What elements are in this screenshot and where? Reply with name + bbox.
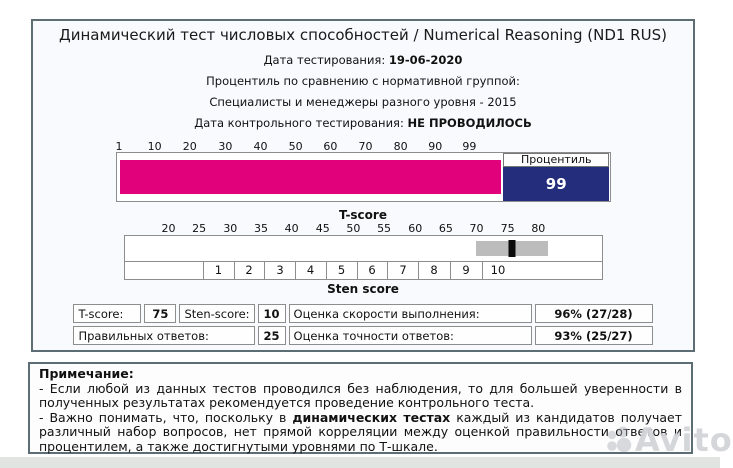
speed-value-cell: 96% (27/28) [535, 304, 653, 323]
control-date-label: Дата контрольного тестирования: [194, 116, 408, 130]
sten-value-cell: 10 [258, 304, 286, 323]
norm-group-line-2: Специалисты и менеджеры разного уровня - 2015 [209, 95, 517, 109]
percentile-tick-label: 70 [358, 140, 373, 153]
sten-cell-label: 4 [306, 263, 315, 277]
control-date-value: НЕ ПРОВОДИЛОСЬ [407, 116, 532, 130]
percentile-bar [120, 160, 502, 194]
note-item-2-post: каждый из кандидатов получает различный набор вопросов, нет прямой корреляции между оценкой правильности ответов и процентилем, а также достигнутыми уровнями по Т-шкале. [39, 409, 682, 454]
test-date-line [33, 54, 693, 67]
report-main-box [31, 19, 695, 352]
percentile-value: 99 [503, 167, 609, 201]
page-title: Динамический тест числовых способностей / Numerical Reasoning (ND1 RUS) [59, 26, 667, 44]
percentile-tick-label: 60 [323, 140, 338, 153]
percentile-tick-label: 50 [288, 140, 303, 153]
sten-divider [357, 262, 358, 279]
tscore-tick-label: 60 [408, 222, 423, 235]
sten-divider [450, 262, 451, 279]
sten-divider [295, 262, 296, 279]
sten-cell-label: 9 [462, 263, 470, 277]
sten-cell-label: 8 [430, 263, 438, 277]
note-heading: Примечание: [39, 366, 134, 381]
percentile-tick-label: 10 [147, 140, 162, 153]
sten-divider [326, 262, 327, 279]
tscore-tick-label: 30 [223, 222, 238, 235]
percentile-chart [116, 140, 611, 202]
note-item-2-bold: динамических тестах [292, 409, 451, 425]
tscore-tick-label: 50 [346, 222, 361, 235]
tscore-marker [508, 240, 515, 257]
table-row [73, 304, 652, 323]
sten-cell-label: 2 [245, 263, 253, 277]
note-item-2-pre: - Важно понимать, что, поскольку в [39, 409, 293, 425]
percentile-bar-track [117, 153, 504, 201]
percentile-tick-label: 80 [393, 140, 408, 153]
tscore-tick-label: 65 [438, 222, 453, 235]
table-row [73, 326, 652, 345]
correct-value-cell: 25 [258, 326, 286, 345]
tscore-box [124, 235, 603, 280]
sten-cell-label: 5 [337, 263, 346, 277]
tscore-value-cell: 75 [144, 304, 176, 323]
percentile-header: Процентиль [503, 153, 609, 167]
sten-cell-label: 1 [214, 263, 223, 277]
sten-cell-label: 7 [399, 263, 407, 277]
tscore-label-cell: T-score: [73, 304, 141, 323]
tscore-tick-label: 35 [253, 222, 268, 235]
percentile-box [116, 152, 611, 202]
test-date-value: 19-06-2020 [388, 53, 463, 67]
sten-cell-label: 6 [368, 263, 376, 277]
sten-divider [234, 262, 235, 279]
percentile-ticks [116, 140, 611, 152]
test-date-label: Дата тестирования: [263, 53, 389, 67]
avito-watermark-text: Avito [635, 421, 733, 459]
tscore-tick-label: 80 [531, 222, 546, 235]
tscore-title: T-score [339, 208, 387, 222]
note-box [28, 362, 693, 454]
tscore-tick-label: 75 [500, 222, 515, 235]
norm-group-line-1: Процентиль по сравнению с нормативной группой: [206, 74, 520, 88]
sten-divider [387, 262, 388, 279]
sten-divider [418, 262, 419, 279]
percentile-tick-label: 99 [462, 140, 477, 153]
sten-cell-label: 3 [276, 263, 284, 277]
tscore-bar-area [125, 236, 602, 261]
tscore-tick-label: 45 [315, 222, 330, 235]
sten-title: Sten score [327, 282, 399, 296]
percentile-tick-label: 20 [182, 140, 197, 153]
percentile-value-panel [503, 153, 609, 201]
control-date-line [33, 117, 693, 130]
test-info [33, 54, 693, 130]
note-item-2 [39, 411, 682, 455]
accuracy-value-cell: 93% (25/27) [535, 326, 653, 345]
tscore-tick-label: 20 [161, 222, 176, 235]
note-item-1: - Если любой из данных тестов проводился без наблюдения, то для большей уверенности в полученных результатах рекомендуется проведение контрольного теста. [39, 380, 682, 411]
sten-divider [482, 262, 483, 279]
percentile-tick-label: 1 [115, 140, 123, 153]
accuracy-label-cell: Оценка точности ответов: [289, 326, 532, 345]
sten-divider [203, 262, 204, 279]
tscore-tick-label: 25 [192, 222, 207, 235]
sten-divider [264, 262, 265, 279]
tscore-tick-label: 55 [377, 222, 392, 235]
percentile-tick-label: 40 [253, 140, 268, 153]
tscore-ticks [124, 222, 603, 234]
percentile-tick-label: 30 [218, 140, 233, 153]
speed-label-cell: Оценка скорости выполнения: [289, 304, 532, 323]
photo-bottom-strip [0, 457, 720, 468]
correct-label-cell: Правильных ответов: [73, 326, 254, 345]
sten-cell-label: 10 [490, 263, 506, 277]
tscore-tick-label: 40 [284, 222, 299, 235]
sten-label-cell: Sten-score: [179, 304, 254, 323]
sten-row [125, 261, 602, 279]
tscore-tick-label: 70 [469, 222, 484, 235]
percentile-tick-label: 90 [428, 140, 443, 153]
results-table [70, 301, 655, 348]
